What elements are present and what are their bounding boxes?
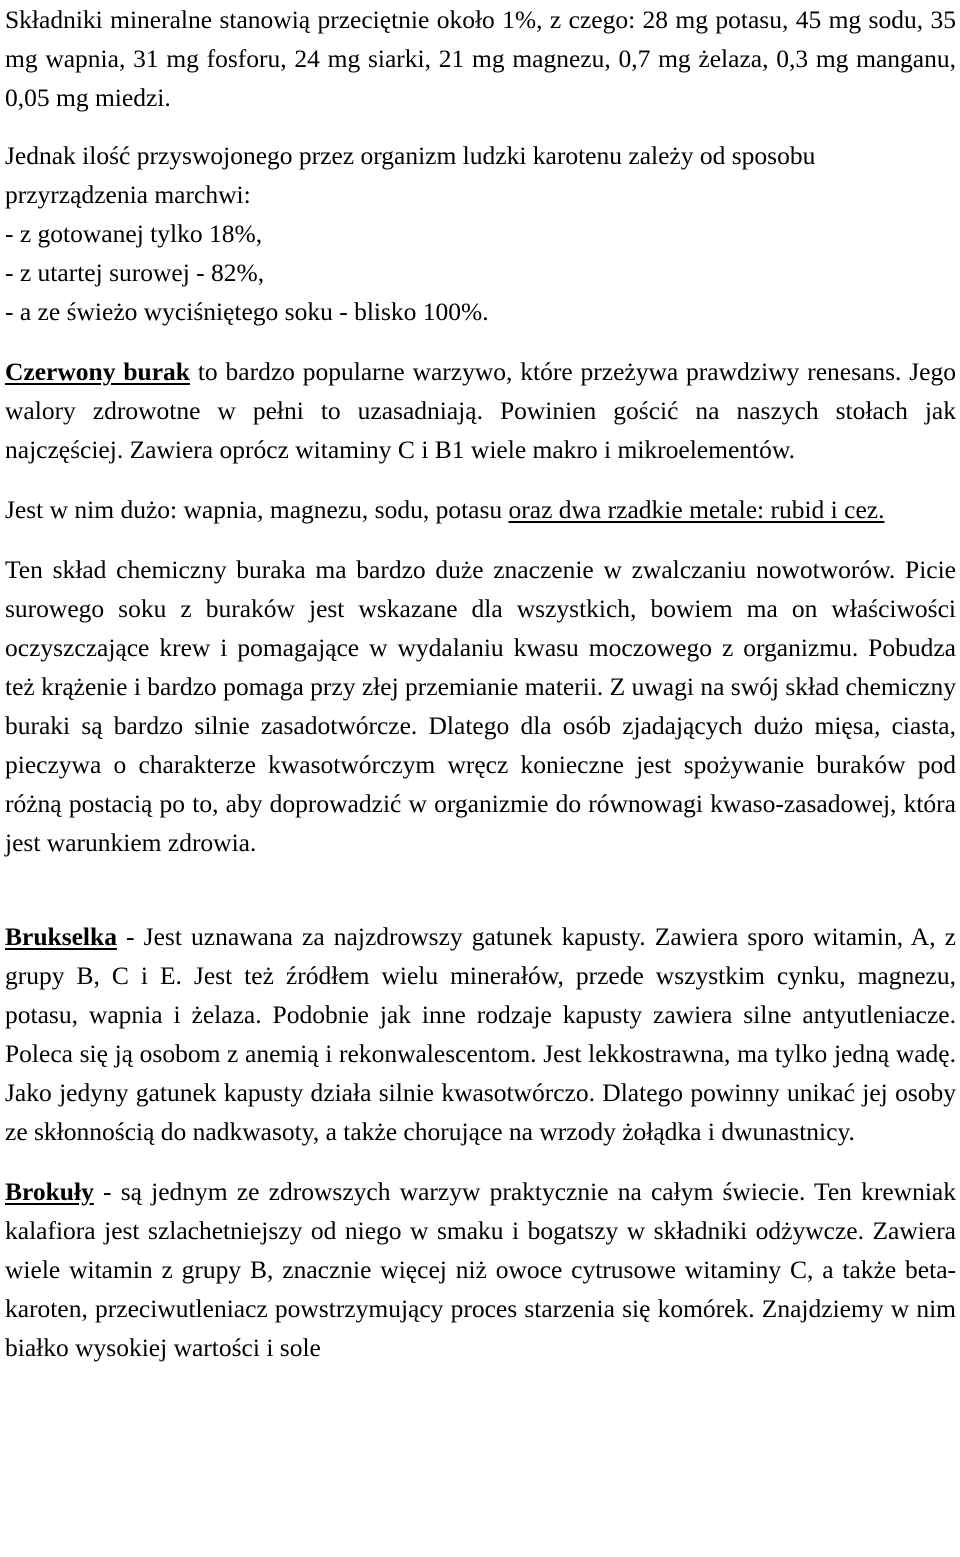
- brussels-paragraph: [5, 917, 956, 1151]
- broccoli-heading: Brokuły: [5, 1177, 94, 1206]
- beet-text: to bardzo popularne warzywo, które przeżywa prawdziwy renesans. Jego walory zdrowotne w pełni to uzasadniają. Powinien gościć na naszych stołach jak najczęściej. Zawiera oprócz witaminy C i B1 wiele makro i mikroelementów.: [5, 357, 956, 464]
- brussels-heading: Brukselka: [5, 922, 117, 951]
- carrot-item-juice: - a ze świeżo wyciśniętego soku - blisko 100%.: [5, 297, 489, 326]
- beet-minerals-prefix: Jest w nim dużo: wapnia, magnezu, sodu, potasu: [5, 495, 509, 524]
- broccoli-paragraph: [5, 1172, 956, 1367]
- minerals-paragraph: Składniki mineralne stanowią przeciętnie około 1%, z czego: 28 mg potasu, 45 mg sodu, 35 mg wapnia, 31 mg fosforu, 24 mg siarki, 21 mg magnezu, 0,7 mg żelaza, 0,3 mg manganu, 0,05 mg miedzi.: [5, 5, 956, 112]
- carrot-item-boiled: - z gotowanej tylko 18%,: [5, 219, 263, 248]
- beet-heading: Czerwony burak: [5, 357, 190, 386]
- carrot-intro: Jednak ilość przyswojonego przez organizm ludzki karotenu zależy od sposobu przyrządzenia marchwi:: [5, 141, 816, 209]
- brussels-text: - Jest uznawana za najzdrowszy gatunek kapusty. Zawiera sporo witamin, A, z grupy B, C i E. Jest też źródłem wielu minerałów, przede wszystkim cynku, magnezu, potasu, wapnia i żelaza. Podobnie jak inne rodzaje kapusty zawiera silne antyutleniacze. Poleca się ją osobom z anemią i rekonwalescentom. Jest lekkostrawna, ma tylko jedną wadę. Jako jedyny gatunek kapusty działa silnie kwasotwórczo. Dlatego powinny unikać jej osoby ze skłonnością do nadkwasoty, a także chorujące na wrzody żołądka i dwunastnicy.: [5, 922, 956, 1146]
- carrot-item-grated: - z utartej surowej - 82%,: [5, 258, 265, 287]
- carrot-section: [5, 136, 956, 331]
- beet-minerals-paragraph: [5, 490, 956, 529]
- beet-composition-paragraph: Ten skład chemiczny buraka ma bardzo duże znaczenie w zwalczaniu nowotworów. Picie surowego soku z buraków jest wskazane dla wszystkich, bowiem ma on właściwości oczyszczające krew i pomagające w wydalaniu kwasu moczowego z organizmu. Pobudza też krążenie i bardzo pomaga przy złej przemianie materii. Z uwagi na swój skład chemiczny buraki są bardzo silnie zasadotwórcze. Dlatego dla osób zjadających dużo mięsa, ciasta, pieczywa o charakterze kwasotwórczym wręcz konieczne jest spożywanie buraków pod różną postacią po to, aby doprowadzić w organizmie do równowagi kwaso-zasadowej, która jest warunkiem zdrowia.: [5, 555, 956, 857]
- broccoli-text: - są jednym ze zdrowszych warzyw praktycznie na całym świecie. Ten krewniak kalafiora jest szlachetniejszy od niego w smaku i bogatszy w składniki odżywcze. Zawiera wiele witamin z grupy B, znacznie więcej niż owoce cytrusowe witaminy C, a także beta-karoten, przeciwutleniacz powstrzymujący proces starzenia się komórek. Znajdziemy w nim białko wysokiej wartości i sole: [5, 1177, 956, 1362]
- beet-paragraph: [5, 352, 956, 469]
- beet-rare-metals: oraz dwa rzadkie metale: rubid i cez.: [508, 495, 885, 524]
